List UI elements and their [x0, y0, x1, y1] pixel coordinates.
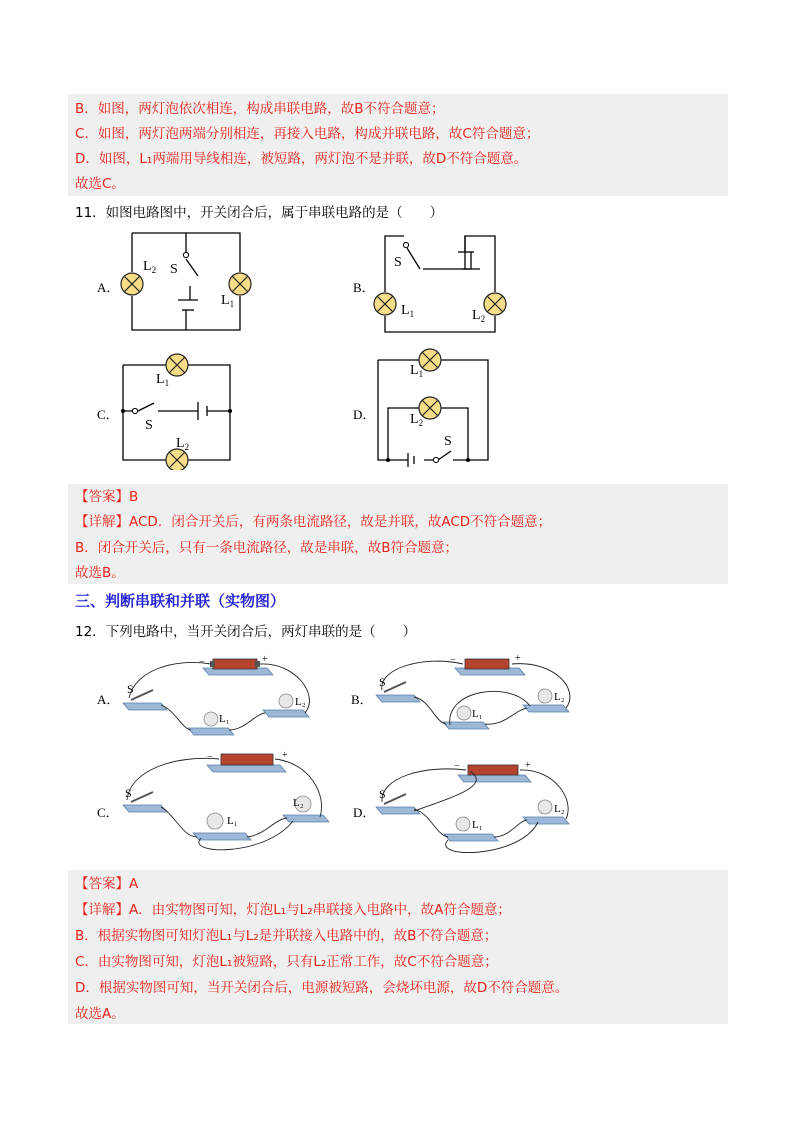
- q12-detail-line-1: 【详解】A．由实物图可知，灯泡L₁与L₂串联接入电路中，故A符合题意；: [75, 902, 511, 918]
- prev-answer-line-d: D．如图，L₁两端用导线相连，被短路，两灯泡不是并联，故D不符合题意。: [75, 151, 528, 167]
- q11-option-c-label: C．: [97, 407, 119, 422]
- battery-icon: [221, 754, 273, 765]
- svg-text:+: +: [262, 654, 268, 665]
- q11-circuit-b: [370, 228, 515, 338]
- switch-icon: [384, 682, 406, 692]
- question-11-text: 11．如图电路图中，开关闭合后，属于串联电路的是（ ）: [75, 205, 444, 221]
- prev-answer-line-c: C．如图，两灯泡两端分别相连，再接入电路，构成并联电路，故C符合题意；: [75, 126, 540, 142]
- q11-circuit-c: [118, 350, 238, 470]
- lamp-l1-icon: [419, 349, 441, 371]
- lamp-l1-icon: [374, 293, 396, 315]
- label-l2: $L_2$: [410, 412, 424, 428]
- label-l2: L₂: [554, 691, 565, 703]
- q12-detail-conclusion: 故选A。: [75, 1006, 125, 1022]
- prev-answer-conclusion: 故选C。: [75, 176, 125, 192]
- switch-icon: [384, 794, 406, 804]
- q11-option-b-label: B．: [353, 280, 375, 295]
- section-3-heading: 三、判断串联和并联（实物图）: [75, 592, 286, 610]
- svg-text:−: −: [207, 752, 213, 763]
- q12-circuit-c: [115, 745, 330, 860]
- label-l1: $L_1$: [221, 293, 235, 309]
- label-l1: $L_1$: [401, 303, 415, 319]
- q12-circuit-a: [115, 650, 325, 740]
- label-l2: L₂: [554, 803, 565, 815]
- label-l2: L₂: [295, 696, 306, 708]
- q12-answer: 【答案】A: [75, 876, 139, 892]
- svg-text:+: +: [525, 760, 531, 771]
- svg-text:−: −: [450, 655, 456, 666]
- bulb-l1-icon: [456, 817, 470, 831]
- label-l2: $L_2$: [472, 308, 486, 324]
- bulb-l1-icon: [204, 712, 218, 726]
- q11-answer-panel: [68, 484, 728, 584]
- q12-circuit-d: [370, 755, 580, 860]
- bulb-l2-icon: [279, 694, 293, 708]
- q12-detail-line-4: D．根据实物图可知，当开关闭合后，电源被短路，会烧坏电源，故D不符合题意。: [75, 980, 569, 996]
- prev-answer-line-b: B．如图，两灯泡依次相连，构成串联电路，故B不符合题意；: [75, 101, 445, 117]
- bulb-l1-icon: [207, 813, 223, 829]
- switch-icon: [131, 690, 153, 700]
- label-s: S: [379, 787, 386, 801]
- q12-answer-panel: [68, 870, 728, 1024]
- label-s: S: [127, 682, 134, 696]
- label-s: S: [170, 262, 178, 277]
- svg-text:+: +: [282, 750, 288, 761]
- q11-circuit-a: [118, 228, 258, 338]
- label-l2: $L_2$: [176, 436, 190, 452]
- q11-detail-conclusion: 故选B。: [75, 565, 125, 581]
- label-s: S: [379, 675, 386, 689]
- label-s: S: [394, 255, 402, 270]
- battery-icon: [468, 765, 518, 775]
- svg-text:−: −: [454, 761, 460, 772]
- q11-circuit-d: [374, 343, 494, 468]
- label-l1: $L_1$: [410, 363, 424, 379]
- label-l1: L₁: [472, 708, 483, 720]
- lamp-l1-icon: [166, 354, 188, 376]
- label-l2: L₂: [293, 797, 304, 809]
- q12-option-b-label: B．: [351, 692, 373, 707]
- label-s: S: [125, 786, 132, 800]
- label-l2: $L_2$: [143, 259, 157, 275]
- lamp-l1-icon: [229, 273, 251, 295]
- lamp-l2-icon: [419, 397, 441, 419]
- q11-option-d-label: D．: [353, 407, 376, 422]
- battery-icon: [465, 659, 509, 669]
- bulb-l2-icon: [538, 800, 552, 814]
- lamp-l2-icon: [121, 273, 143, 295]
- q11-option-a-label: A．: [97, 280, 120, 295]
- q12-option-a-label: A．: [97, 692, 120, 707]
- q11-detail-line-1: 【详解】ACD．闭合开关后，有两条电流路径，故是并联，故ACD不符合题意；: [75, 514, 552, 530]
- q12-detail-line-2: B．根据实物图可知灯泡L₁与L₂是并联接入电路中的，故B不符合题意；: [75, 928, 498, 944]
- q12-option-d-label: D．: [353, 805, 376, 820]
- q12-option-c-label: C．: [97, 805, 119, 820]
- bulb-l1-icon: [457, 706, 471, 720]
- label-l1: L₁: [472, 819, 483, 831]
- q12-detail-line-3: C．由实物图可知，灯泡L₁被短路，只有L₂正常工作，故C不符合题意；: [75, 954, 498, 970]
- battery-icon: [213, 659, 257, 669]
- label-s: S: [145, 418, 153, 433]
- q11-detail-line-2: B．闭合开关后，只有一条电流路径，故是串联，故B符合题意；: [75, 540, 459, 556]
- bulb-l2-icon: [538, 689, 552, 703]
- label-l1: L₁: [219, 713, 230, 725]
- svg-text:−: −: [199, 657, 205, 668]
- lamp-l2-icon: [484, 293, 506, 315]
- label-s: S: [444, 434, 452, 449]
- label-l1: L₁: [227, 815, 238, 827]
- question-12-text: 12．下列电路中，当开关闭合后，两灯串联的是（ ）: [75, 624, 417, 640]
- q11-answer: 【答案】B: [75, 489, 139, 505]
- svg-text:+: +: [515, 653, 521, 664]
- q12-circuit-b: [370, 650, 580, 740]
- label-l1: $L_1$: [156, 372, 170, 388]
- switch-icon: [131, 792, 153, 802]
- lamp-l2-icon: [166, 449, 188, 470]
